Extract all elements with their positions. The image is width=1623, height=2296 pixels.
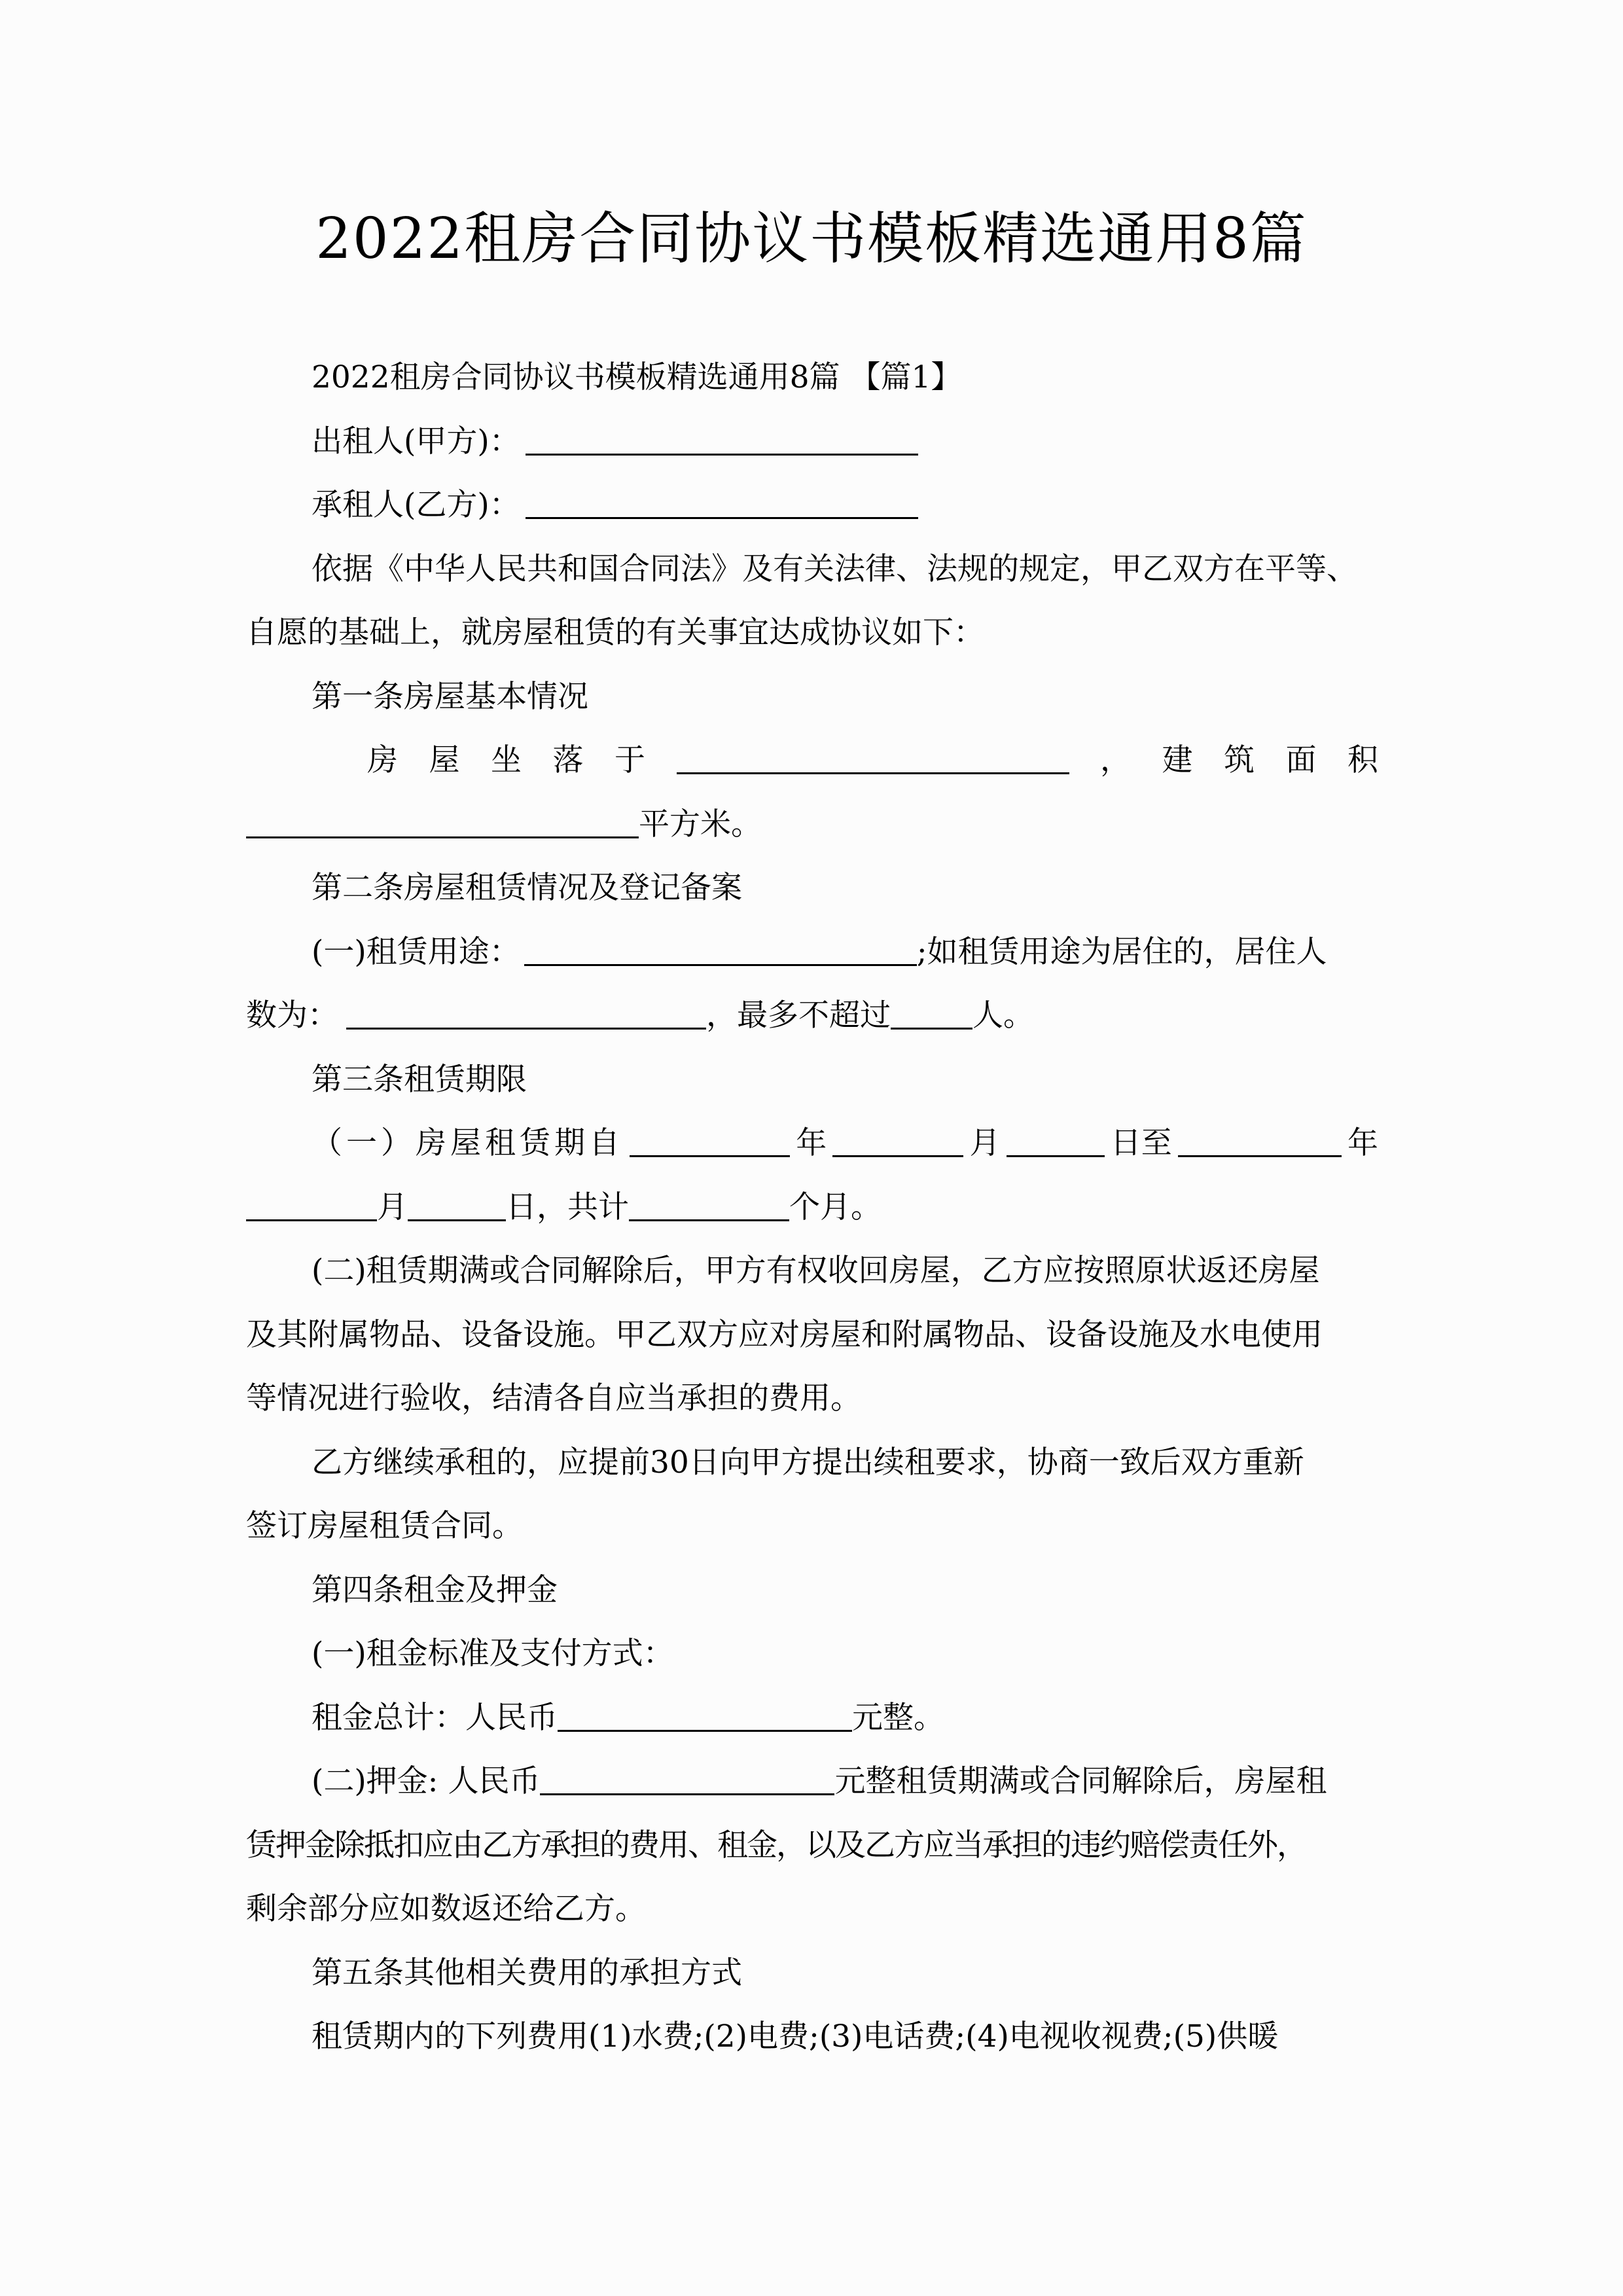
residents-label: 数为： [246,997,338,1033]
section-heading: 2022租房合同协议书模板精选通用8篇 【篇1】 [312,359,962,395]
article-3-heading: 第三条租赁期限 [312,1061,527,1098]
month-label-2: 月 [377,1189,408,1225]
residents-blank[interactable] [346,990,706,1030]
location-char: 屋 [429,742,460,778]
article-3-renewal-line-1: 乙方继续承租的，应提前30日向甲方提出续租要求，协商一致后双方重新 [312,1444,1304,1480]
article-4-deposit-line-3: 剩余部分应如数返还给乙方。 [246,1891,646,1927]
location-char: 房 [367,742,398,778]
term-prefix: （一）房屋租赁期自 [312,1125,624,1161]
lessee-line [246,473,1378,537]
location-char: 于 [615,742,645,778]
article-1-heading: 第一条房屋基本情况 [312,678,588,715]
article-2-residents-line [246,984,1378,1048]
area-blank[interactable] [246,798,639,838]
rent-total-blank[interactable] [558,1692,852,1732]
article-4-deposit-line-2: 赁押金除抵扣应由乙方承担的费用、租金，以及乙方应当承担的违约赔偿责任外， [246,1827,1306,1863]
article-5-heading: 第五条其他相关费用的承担方式 [312,1954,742,1991]
use-label: (一)租赁用途： [312,933,520,970]
end-year-blank[interactable] [1178,1117,1342,1157]
residents-mid: ，最多不超过 [706,997,891,1033]
year-label-2: 年 [1347,1125,1378,1161]
location-comma: ， [1100,742,1131,778]
start-year-blank[interactable] [630,1117,790,1157]
deposit-blank[interactable] [540,1755,834,1795]
article-2-use-line [246,920,1378,984]
article-1-location-line [246,728,1378,793]
article-5-fees-line: 租赁期内的下列费用(1)水费;(2)电费;(3)电话费;(4)电视收视费;(5)供暖 [312,2018,1279,2054]
article-3-term-line [246,1111,1378,1175]
deposit-suffix: 元整租赁期满或合同解除后，房屋租 [834,1763,1327,1799]
preamble-line-1: 依据《中华人民共和国合同法》及有关法律、法规的规定，甲乙双方在平等、 [312,550,1357,587]
rent-total-label: 租金总计：人民币 [312,1699,558,1736]
article-4-heading: 第四条租金及押金 [312,1571,558,1608]
end-month-blank[interactable] [246,1181,377,1221]
end-day-blank[interactable] [408,1181,506,1221]
article-3-clause-2-line-1: (二)租赁期满或合同解除后，甲方有权收回房屋，乙方应按照原状返还房屋 [312,1253,1320,1289]
article-1-area-line [246,793,1378,857]
use-suffix: ;如租赁用途为居住的，居住人 [916,933,1327,970]
article-3-renewal-line-2: 签订房屋租赁合同。 [246,1508,523,1544]
rent-total-suffix: 元整。 [852,1699,944,1736]
lessee-label: 承租人(乙方)： [312,487,520,523]
max-residents-blank[interactable] [891,990,972,1030]
day-total-label: 日，共计 [506,1189,629,1225]
deposit-label: (二)押金: 人民币 [312,1763,541,1799]
area-char: 筑 [1224,742,1255,778]
lessor-blank[interactable] [526,416,918,456]
article-4-rent-total-line [246,1686,1378,1750]
residents-suffix: 人。 [972,997,1034,1033]
months-suffix: 个月。 [789,1189,882,1225]
area-unit: 平方米。 [639,806,762,842]
preamble-line-2: 自愿的基础上，就房屋租赁的有关事宜达成协议如下： [246,615,984,651]
article-2-heading: 第二条房屋租赁情况及登记备案 [312,870,742,906]
use-blank[interactable] [524,926,917,966]
lessee-blank[interactable] [526,479,918,519]
total-months-blank[interactable] [629,1181,789,1221]
article-3-term-line-2 [246,1175,1378,1240]
article-3-clause-2-line-3: 等情况进行验收，结清各自应当承担的费用。 [246,1380,861,1416]
lessor-line [246,410,1378,474]
area-char: 面 [1285,742,1317,778]
document-body [246,346,1378,2069]
location-char: 坐 [491,742,522,778]
article-3-clause-2-line-2: 及其附属物品、设备设施。甲乙双方应对房屋和附属物品、设备设施及水电使用 [246,1316,1323,1353]
document-title: 2022租房合同协议书模板精选通用8篇 [315,206,1308,272]
article-4-clause-1: (一)租金标准及支付方式： [312,1636,674,1672]
article-4-deposit-line-1 [246,1749,1378,1814]
area-char: 建 [1162,742,1193,778]
day-to-label: 日至 [1110,1125,1172,1161]
area-char: 积 [1347,742,1378,778]
year-label: 年 [796,1125,827,1161]
month-label: 月 [969,1125,1001,1161]
location-blank[interactable] [677,734,1069,774]
start-month-blank[interactable] [832,1117,963,1157]
start-day-blank[interactable] [1007,1117,1105,1157]
location-char: 落 [552,742,584,778]
lessor-label: 出租人(甲方)： [312,423,520,459]
